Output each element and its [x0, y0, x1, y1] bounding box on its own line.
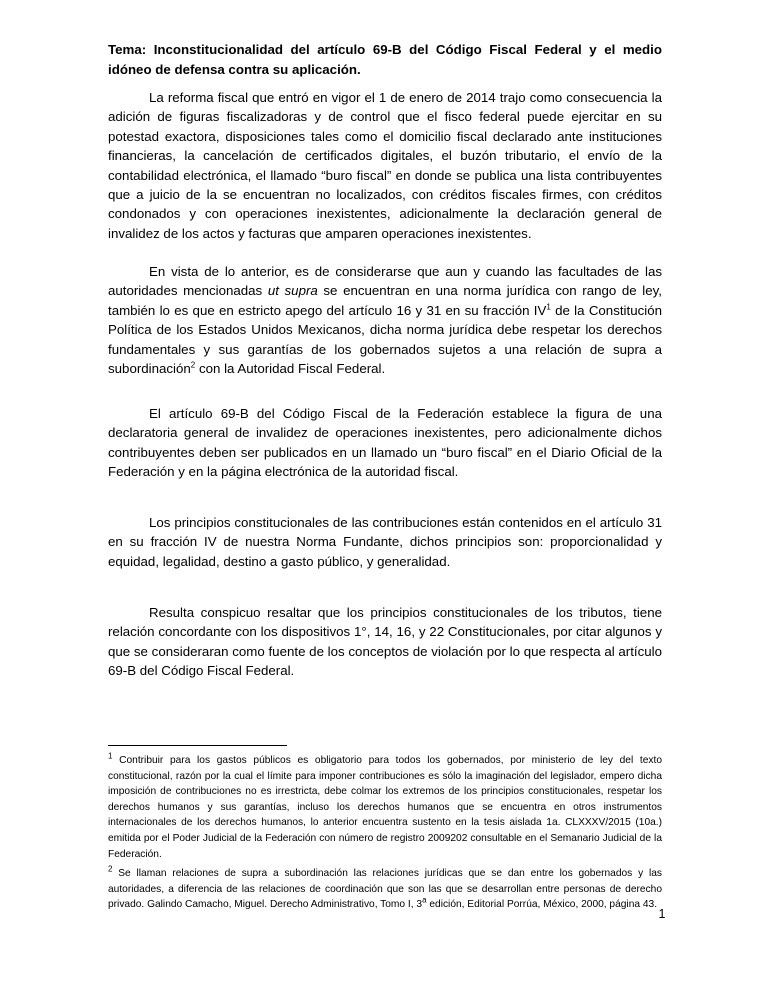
paragraph-1: La reforma fiscal que entró en vigor el 1 de enero de 2014 trajo como consecuencia la adición de figuras fiscalizadoras y de control que el fisco federal puede ejercitar en su potestad exactora, disposiciones tales como el domicilio fiscal declarado ante instituciones financieras, la cancelación de certificados digitales, el buzón tributario, el envío de la contabilidad electrónica, el llamado “buro fiscal” en donde se publica una lista contribuyentes que a juicio de la se encuentran no localizados, con créditos fiscales firmes, con créditos condonados y con operaciones inexistentes, adicionalmente la declaración general de invalidez de los actos y facturas que amparen operaciones inexistentes.: [108, 90, 662, 241]
footnote-separator: [108, 745, 287, 746]
paragraph-2-italic: ut supra: [267, 283, 318, 299]
footnote-1: [108, 753, 662, 862]
page-number: 1: [658, 907, 666, 921]
paragraph-2-text-b: se encuentran en una norma jurídica con rango de ley, también lo es que en estricto apego del artículo 16 y 31 en su fracción IV: [108, 283, 662, 318]
paragraph-2-text-c: de la Constitución Política de los Estados Unidos Mexicanos, dicha norma jurídica debe respetar los derechos fundamentales y sus garantías de los gobernados sujetos a una relación de supra a subordinación: [108, 302, 662, 377]
paragraph-3: El artículo 69-B del Código Fiscal de la Federación establece la figura de una declaratoria general de invalidez de operaciones inexistentes, pero adicionalmente dichos contribuyentes deben ser publicados en un llamado un “buro fiscal” en el Diario Oficial de la Federación y en la página electrónica de la autoridad fiscal.: [108, 406, 662, 480]
footnote-2-text-a: Se llaman relaciones de supra a subordinación las relaciones jurídicas que se dan entre los gobernados y las autoridades, a diferencia de las relaciones de coordinación que son las que se desarrollan entre personas de derecho privado. Galindo Camacho, Miguel. Derecho Administrativo, Tomo I, 3: [108, 868, 662, 911]
footnote-1-text: Contribuir para los gastos públicos es obligatorio para todos los gobernados, por ministerio de ley del texto constitucional, razón por la cual el límite para imponer contribuciones es sólo la imaginación del legislador, empero dicha imposición de contribuciones no es irrestricta, debe colmar los extremos de los principios constitucionales, respetar los derechos humanos y sus garantías, incluso los derechos humanos que se encuentra en otros instrumentos internacionales de los derechos humanos, lo anterior encuentra sustento en la tesis aislada 1a. CLXXXV/2015 (10a.) emitida por el Poder Judicial de la Federación con número de registro 2009202 consultable en el Semanario Judicial de la Federación.: [108, 755, 662, 860]
footnote-2: [108, 866, 662, 913]
paragraph-2-text-d: con la Autoridad Fiscal Federal.: [195, 361, 386, 377]
paragraph-2: [108, 262, 662, 378]
footnote-2-text-b: edición, Editorial Porrúa, México, 2000, página 43.: [426, 899, 658, 911]
paragraph-4: Los principios constitucionales de las contribuciones están contenidos en el artículo 31 en su fracción IV de nuestra Norma Fundante, dichos principios son: proporcionalidad y equidad, legalidad, destino a gasto público, y generalidad.: [108, 515, 662, 569]
paragraph-2-text-a: En vista de lo anterior, es de considerarse que aun y cuando las facultades de las autoridades mencionadas: [108, 264, 662, 299]
footnote-1-marker: 1: [108, 751, 113, 761]
footnote-ref-1[interactable]: 1: [546, 302, 551, 312]
footnote-ref-2[interactable]: 2: [190, 360, 196, 370]
document-title: Tema: Inconstitucionalidad del artículo 69-B del Código Fiscal Federal y el medio idóneo de defensa contra su aplicación.: [108, 42, 662, 77]
paragraph-5: Resulta conspicuo resaltar que los principios constitucionales de los tributos, tiene relación concordante con los dispositivos 1°, 14, 16, y 22 Constitucionales, por citar algunos y que se consideraran como fuente de los conceptos de violación por lo que respecta al artículo 69-B del Código Fiscal Federal.: [108, 605, 662, 679]
footnote-2-marker: 2: [108, 864, 113, 874]
footnote-2-ordinal: a: [422, 895, 427, 905]
